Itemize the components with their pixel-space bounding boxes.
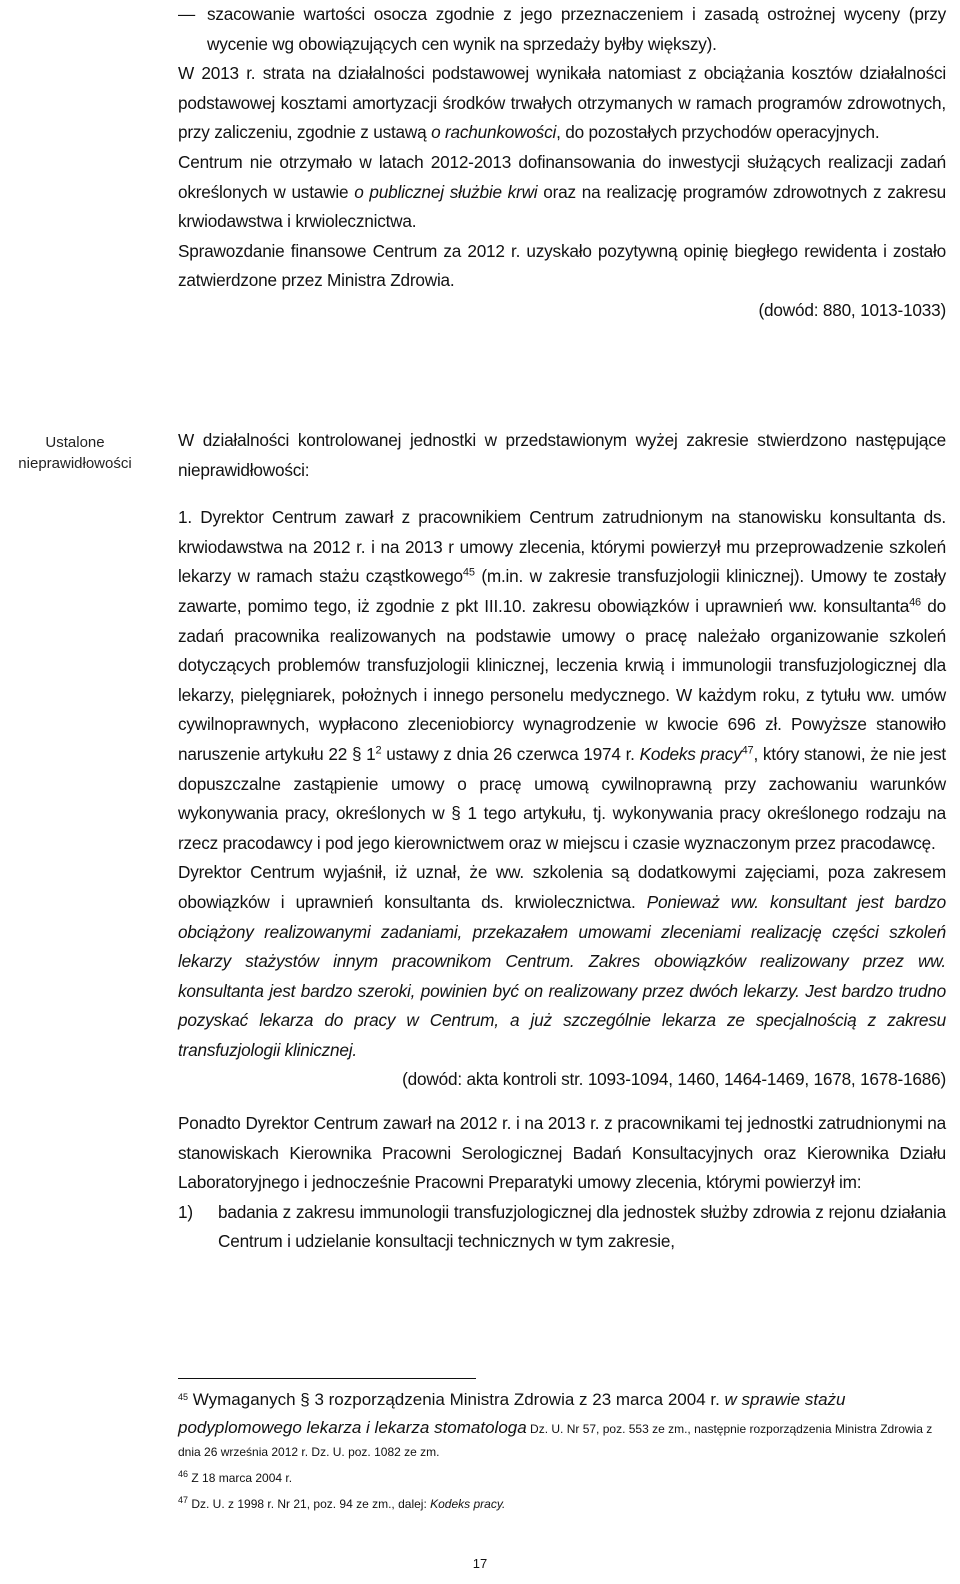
dash-bullet-text: szacowanie wartości osocza zgodnie z jego przeznaczeniem i zasadą ostrożnej wyceny (przy wycenie wg obowiązujących cen wynik na sprzedaży byłby większy). [207,4,946,54]
footnote-ref-45[interactable]: 45 [462,566,475,579]
italic-act-title: o rachunkowości [431,122,557,143]
paragraph-text: do zadań pracownika realizowanych na podstawie umowy o pracę należało organizowanie szkoleń dotyczących problemów transfuzjologii klinicznej, leczenia krwią i immunologii transfuzjologicznej dla lekarzy, pielęgniarek, położnych i innego personelu medycznego. W każdym roku, z tytułu ww. umów cywilnoprawnych, wypłacono zleceniobiorcy wynagrodzenie w kwocie 696 zł. Powyższe stanowiło naruszenie artykułu 22 § 1 [178,595,947,764]
paragraph-text: (m.in. w zakresie transfuzjologii klinicznej). Umowy te zostały zawarte, pomimo tego, iż zgodnie z pkt III.10. zakresu obowiązków i uprawnień ww. konsultanta [178,566,946,616]
footnote-separator [178,1378,476,1379]
list-number: 1) [178,1201,193,1222]
paragraph-text: ustawy z dnia 26 czerwca 1974 r. [381,743,640,764]
italic-act-title: Kodeks pracy [639,743,742,764]
footnote-text: Wymaganych § 3 rozporządzenia Ministra Zdrowia z 23 marca 2004 r. [188,1390,725,1409]
footnote-text: Dz. U. z 1998 r. Nr 21, poz. 94 ze zm., dalej: [188,1497,431,1511]
evidence-reference: (dowód: akta kontroli str. 1093-1094, 1460, 1464-1469, 1678, 1678-1686) [402,1069,946,1090]
italic-quote: Ponieważ ww. konsultant jest bardzo obciążony realizowanymi zadaniami, przekazałem umowami zleceniami realizację części szkoleń lekarzy stażystów innym pracownikom Centrum. Zakres obowiązków realizowany przez ww. konsultanta jest bardzo szeroki, powinien być on realizowany przez dwóch lekarzy. Jest bardzo trudno pozyskać lekarza do pracy w Centrum, a już szczególnie lekarza ze specjalnością z zakresu transfuzjologii klinicznej. [178,891,946,1060]
italic-regulation-title: w sprawie stażu podyplomowego lekarza i lekarza stomatologa [178,1390,846,1437]
list-item-text: badania z zakresu immunologii transfuzjologicznej dla jednostek służby zdrowia z rejonu działania Centrum i udzielanie konsultacji technicznych w tym zakresie, [218,1201,946,1252]
footnote-text: Dz. U. Nr 57, poz. 553 ze zm., następnie rozporządzenia Ministra Zdrowia z dnia 26 września 2012 r. Dz. U. poz. 1082 ze zm. [178,1422,933,1459]
footnote-text: Z 18 marca 2004 r. [188,1471,293,1485]
paragraph-text: , który stanowi, że nie jest dopuszczalne zastąpienie umowy o pracę umową cywilnoprawną przy zachowaniu warunków wykonywania pracy, określonych w § 1 tego artykułu, tj. wykonywania pracy określonego rodzaju na rzecz pracodawcy i pod jego kierownictwem oraz w miejscu i czasie wyznaczonym przez pracodawcę. [178,743,947,853]
footnote-46 [178,1468,946,1488]
paragraph-text: W 2013 r. strata na działalności podstawowej wynikała natomiast z obciążania kosztów działalności podstawowej kosztami amortyzacji środków trwałych otrzymanych w ramach programów zdrowotnych, przy zaliczeniu, zgodnie z ustawą [178,63,946,143]
footnote-number: 45 [178,1392,189,1402]
paragraph-text: Dyrektor Centrum wyjaśnił, iż uznał, że ww. szkolenia są dodatkowymi zajęciami, poza zakresem obowiązków i uprawnień konsultanta ds. krwiolecznictwa. [178,862,946,912]
paragraph-loss-2013 [178,59,946,148]
page-number: 17 [472,1556,488,1571]
footnote-ref-46[interactable]: 46 [909,596,921,609]
footnote-number: 47 [178,1495,189,1505]
italic-act-title: Kodeks pracy. [430,1497,506,1511]
superscript-2: 2 [375,744,382,757]
dash-bullet: — [178,4,195,24]
footnotes-section [178,1386,946,1514]
paragraph-text: Centrum nie otrzymało w latach 2012-2013 dofinansowania do inwestycji służących realizacji zadań określonych w ustawie [178,151,946,202]
list-item-1 [178,1198,946,1257]
footnote-47 [178,1494,946,1514]
intro-section [178,0,946,326]
paragraph-funding [178,148,946,237]
paragraph-text: 1. Dyrektor Centrum zawarł z pracownikiem Centrum zatrudnionym na stanowisku konsultanta ds. krwiodawstwa na 2012 r. i na 2013 r umowy zlecenia, którymi powierzył mu przeprowadzenie szkoleń lekarzy w ramach stażu cząstkowego [178,507,946,587]
finding-item-1 [178,503,946,858]
dash-bullet-paragraph [178,0,946,59]
paragraph-text: oraz na realizację programów zdrowotnych z zakresu krwiodawstwa i krwiolecznictwa. [178,181,946,232]
footnote-45 [178,1386,946,1462]
footnote-number: 46 [178,1469,189,1479]
director-explanation [178,858,946,1065]
footnote-ref-47[interactable]: 47 [741,744,754,757]
paragraph-text: , do pozostałych przychodów operacyjnych. [556,122,880,143]
findings-lead: W działalności kontrolowanej jednostki w przedstawionym wyżej zakresie stwierdzono następujące nieprawidłowości: [178,430,946,480]
margin-label-findings: Ustalone nieprawidłowości [18,434,132,472]
evidence-reference: (dowód: 880, 1013-1033) [758,299,946,320]
paragraph-additional-contracts: Ponadto Dyrektor Centrum zawarł na 2012 r. i na 2013 r. z pracownikami tej jednostki zatrudnionymi na stanowiskach Kierownika Pracowni Serologicznej Badań Konsultacyjnych oraz Kierownika Działu Laboratoryjnego i jednocześnie Pracowni Preparatyki umowy zlecenia, którymi powierzył im: [178,1113,946,1193]
findings-section [178,426,946,1257]
italic-act-title: o publicznej służbie krwi [354,181,538,202]
paragraph-financial-report: Sprawozdanie finansowe Centrum za 2012 r. uzyskało pozytywną opinię biegłego rewidenta i zostało zatwierdzone przez Ministra Zdrowia. [178,240,946,291]
